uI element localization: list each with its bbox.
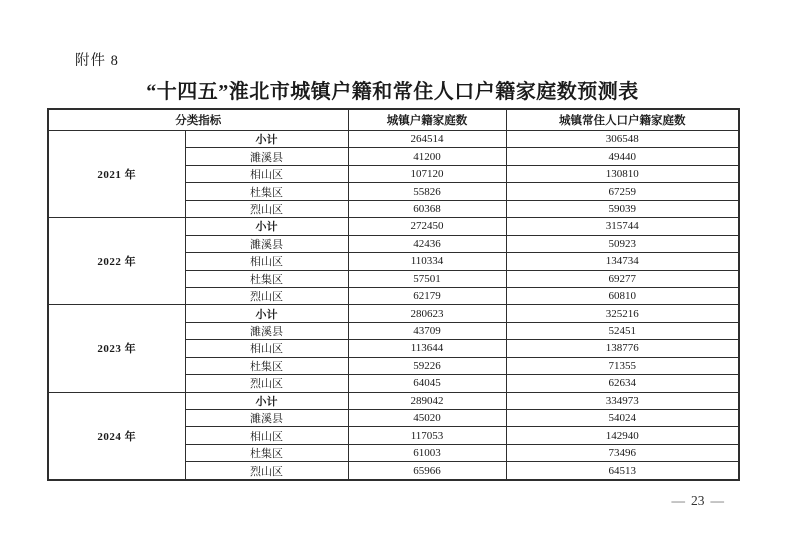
urban-hukou-value: 57501	[348, 270, 506, 287]
table-row	[48, 218, 739, 235]
urban-hukou-value: 289042	[348, 392, 506, 409]
row-label: 濉溪县	[185, 410, 348, 427]
row-label: 小计	[185, 305, 348, 322]
row-label: 杜集区	[185, 183, 348, 200]
urban-resident-value: 325216	[506, 305, 739, 322]
row-label: 杜集区	[185, 270, 348, 287]
header-urban-hukou: 城镇户籍家庭数	[348, 109, 506, 131]
urban-resident-value: 67259	[506, 183, 739, 200]
page-number	[666, 493, 731, 509]
urban-resident-value: 315744	[506, 218, 739, 235]
urban-hukou-value: 59226	[348, 357, 506, 374]
urban-resident-value: 64513	[506, 462, 739, 480]
urban-hukou-value: 61003	[348, 444, 506, 461]
urban-resident-value: 71355	[506, 357, 739, 374]
year-cell-2024: 2024 年	[48, 392, 185, 480]
row-label: 烈山区	[185, 200, 348, 217]
prediction-table	[47, 108, 740, 481]
urban-resident-value: 138776	[506, 340, 739, 357]
year-cell-2022: 2022 年	[48, 218, 185, 305]
urban-resident-value: 50923	[506, 235, 739, 252]
urban-resident-value: 142940	[506, 427, 739, 444]
row-label: 烈山区	[185, 287, 348, 304]
page-number-dash-right: —	[710, 493, 724, 508]
urban-resident-value: 73496	[506, 444, 739, 461]
header-category: 分类指标	[48, 109, 348, 131]
urban-hukou-value: 60368	[348, 200, 506, 217]
row-label: 相山区	[185, 340, 348, 357]
table-row	[48, 131, 739, 148]
urban-hukou-value: 62179	[348, 287, 506, 304]
urban-hukou-value: 110334	[348, 253, 506, 270]
row-label: 濉溪县	[185, 322, 348, 339]
row-label: 小计	[185, 218, 348, 235]
page-number-dash-left: —	[671, 493, 685, 508]
row-label: 烈山区	[185, 375, 348, 392]
urban-resident-value: 134734	[506, 253, 739, 270]
row-label: 濉溪县	[185, 148, 348, 165]
year-cell-2021: 2021 年	[48, 131, 185, 218]
row-label: 相山区	[185, 165, 348, 182]
year-cell-2023: 2023 年	[48, 305, 185, 392]
urban-hukou-value: 65966	[348, 462, 506, 480]
urban-resident-value: 334973	[506, 392, 739, 409]
urban-resident-value: 52451	[506, 322, 739, 339]
urban-hukou-value: 42436	[348, 235, 506, 252]
urban-hukou-value: 45020	[348, 410, 506, 427]
urban-resident-value: 49440	[506, 148, 739, 165]
table-header-row	[48, 109, 739, 131]
urban-resident-value: 54024	[506, 410, 739, 427]
urban-resident-value: 306548	[506, 131, 739, 148]
urban-hukou-value: 280623	[348, 305, 506, 322]
row-label: 相山区	[185, 427, 348, 444]
table-row	[48, 305, 739, 322]
urban-hukou-value: 41200	[348, 148, 506, 165]
page-title: “十四五”淮北市城镇户籍和常住人口户籍家庭数预测表	[146, 81, 639, 103]
header-urban-resident: 城镇常住人口户籍家庭数	[506, 109, 739, 131]
urban-hukou-value: 55826	[348, 183, 506, 200]
urban-resident-value: 62634	[506, 375, 739, 392]
row-label: 小计	[185, 131, 348, 148]
urban-hukou-value: 107120	[348, 165, 506, 182]
urban-hukou-value: 272450	[348, 218, 506, 235]
urban-hukou-value: 117053	[348, 427, 506, 444]
urban-hukou-value: 264514	[348, 131, 506, 148]
urban-resident-value: 60810	[506, 287, 739, 304]
row-label: 杜集区	[185, 444, 348, 461]
urban-hukou-value: 43709	[348, 322, 506, 339]
urban-resident-value: 59039	[506, 200, 739, 217]
row-label: 濉溪县	[185, 235, 348, 252]
urban-resident-value: 69277	[506, 270, 739, 287]
urban-hukou-value: 113644	[348, 340, 506, 357]
row-label: 杜集区	[185, 357, 348, 374]
table-row	[48, 392, 739, 409]
urban-resident-value: 130810	[506, 165, 739, 182]
row-label: 小计	[185, 392, 348, 409]
urban-hukou-value: 64045	[348, 375, 506, 392]
attachment-label: 附件 8	[75, 53, 119, 69]
page-number-value: 23	[691, 493, 705, 508]
row-label: 相山区	[185, 253, 348, 270]
row-label: 烈山区	[185, 462, 348, 480]
